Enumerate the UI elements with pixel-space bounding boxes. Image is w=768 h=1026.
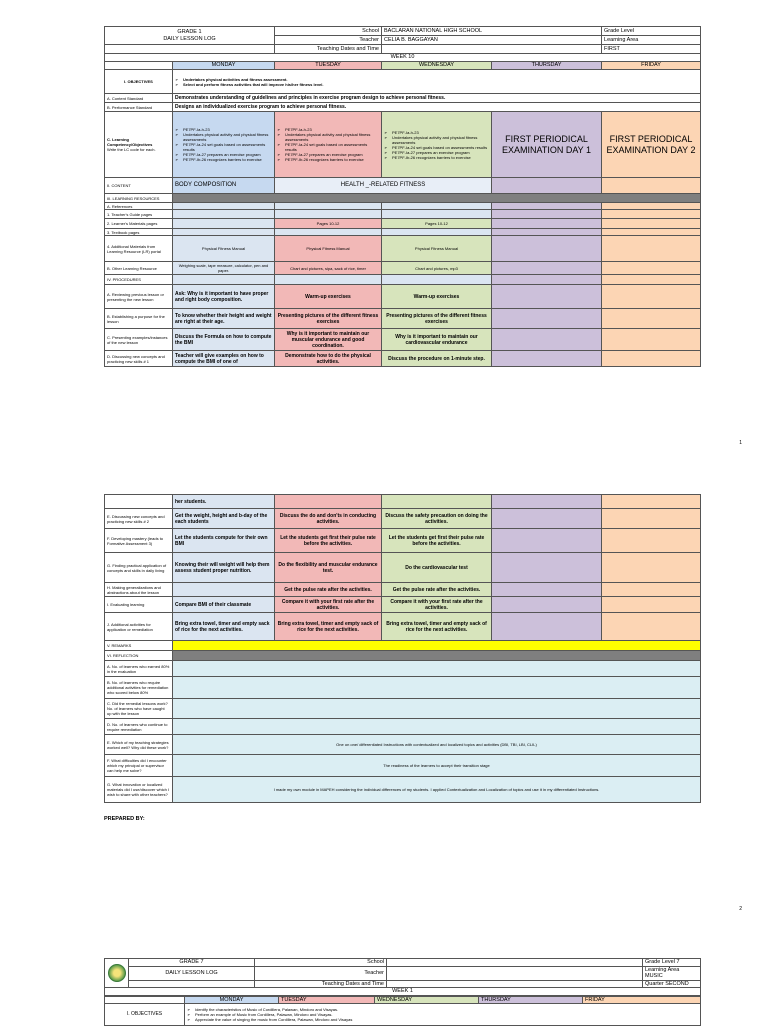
teacher-label: Teacher <box>275 36 382 45</box>
proc-c-wednesday: Why is it important to maintain our cardiovascular endurance <box>382 329 492 351</box>
lr-wednesday: Physical Fitness Manual <box>382 236 492 262</box>
remarks-label: V. REMARKS <box>105 641 173 651</box>
objectives-cell-3 <box>185 1004 701 1026</box>
performance-standard-label: B. Performance Standard <box>105 103 173 112</box>
refl-d-label: D. No. of learners who continue to require remediation <box>105 719 173 735</box>
proc-d-wednesday: Discuss the procedure on 1-minute step. <box>382 351 492 367</box>
lr-tuesday: Physical Fitness Manual <box>275 236 382 262</box>
day-thursday-3: THURSDAY <box>479 996 583 1004</box>
procedures-label: IV. PROCEDURES <box>105 275 173 285</box>
proc-e-label: E. Discussing new concepts and practicing new skills # 2 <box>105 509 173 529</box>
grade-level-cell <box>602 27 701 36</box>
other-resource-label: B. Other Learning Resource <box>105 262 173 275</box>
pages-tuesday: Pages 10-12 <box>275 219 382 229</box>
grade7-text: GRADE 7 <box>129 959 255 967</box>
objective-item: ➢ Appreciate the value of singing the music from Cordillera, Palawan, Mindoro and Visayas <box>187 1017 698 1022</box>
competency-item: ➢ PE7PF-Ia-27 prepares an exercise program <box>175 152 272 157</box>
grade-title-cell <box>105 27 275 45</box>
refl-f-value: The readiness of the learners to accept their transition stage <box>173 755 701 777</box>
day-tuesday-3: TUESDAY <box>279 996 375 1004</box>
proc-i-monday: Compare BMI of their classmate <box>173 597 275 613</box>
school-label-3: School <box>255 959 387 967</box>
competency-item: ➢ PE7PF-Ib-26 recognizes barriers to exercise <box>175 157 272 162</box>
proc-j-tuesday: Bring extra towel, timer and empty sack of rice for the next activities. <box>275 613 382 641</box>
proc-d-monday: Teacher will give examples on how to compute the BMI of one of <box>173 351 275 367</box>
proc-j-wednesday: Bring extra towel, timer and empty sack of rice for the next activities. <box>382 613 492 641</box>
page-1 <box>0 26 768 367</box>
ref-textbook-label: 3. Textbook pages <box>105 229 173 236</box>
competency-item: ➢ PE7PF-Ia-24 set goals based on assessments results <box>384 145 489 150</box>
pages-wednesday: Pages 10-12 <box>382 219 492 229</box>
day-thursday: THURSDAY <box>492 62 602 70</box>
proc-a-wednesday: Warm-up exercises <box>382 285 492 309</box>
competency-item: ➢ PE7PF-Ia-h-23 <box>175 127 272 132</box>
school-logo <box>108 964 126 982</box>
proc-j-monday: Bring extra towel, timer and empty sack of rice for the next activities. <box>173 613 275 641</box>
dll-table-page2 <box>104 494 701 803</box>
school-value: BACLARAN NATIONAL HIGH SCHOOL <box>382 27 602 36</box>
refl-b-label: B. No. of learners who require additional activities for remediation who scored below 80% <box>105 677 173 699</box>
lr-monday: Physical Fitness Manual <box>173 236 275 262</box>
other-tuesday: Chart and pictures, sipa, sack of rice, timer <box>275 262 382 275</box>
competency-item: ➢ PE7PF-Ia-h-23 <box>277 127 379 132</box>
proc-a-tuesday: Warm-up exercises <box>275 285 382 309</box>
refl-a-label: A. No. of learners who earned 80% in the evaluation <box>105 661 173 677</box>
dll-table-page3 <box>104 958 701 996</box>
learning-area-cell-3 <box>643 966 701 980</box>
content-monday: BODY COMPOSITION <box>173 178 275 194</box>
school-logo-cell <box>105 959 129 988</box>
proc-d-monday-cont: her students. <box>173 495 275 509</box>
proc-a-monday: Ask: Why is it important to have proper and right body composition. <box>173 285 275 309</box>
page-number-text: 1 <box>712 440 742 446</box>
competency-item: ➢ PE7PF-Ib-26 recognizes barriers to exercise <box>384 155 489 160</box>
competency-item: ➢ PE7PF-Ia-27 prepares an exercise program <box>277 152 379 157</box>
grade-level-label: Grade Level <box>604 28 634 34</box>
proc-g-tuesday: Do the flexibility and muscular endurance test. <box>275 553 382 583</box>
competency-item: ➢ PE7PF-Ia-h-23 <box>384 130 489 135</box>
proc-b-wednesday: Presenting pictures of the different fitness exercises <box>382 309 492 329</box>
performance-standard-value: Designs an individualized exercise program to achieve personal fitness. <box>173 103 701 112</box>
competencies-monday <box>173 112 275 178</box>
dll-title-3: DAILY LESSON LOG <box>129 966 255 980</box>
day-monday: MONDAY <box>173 62 275 70</box>
competency-item: ➢ Undertakes physical activity and physical fitness assessments <box>175 132 272 142</box>
proc-i-tuesday: Compare it with your first rate after the activities. <box>275 597 382 613</box>
proc-g-wednesday: Do the cardiovascular test <box>382 553 492 583</box>
ref-learner-label: 2. Learner's Materials pages <box>105 219 173 229</box>
refl-e-value: One on one/ differentiated Instructions with contextualized and localized topics and activities (DBI, TBI, LBI, CLIL) <box>173 735 701 755</box>
refl-g-label: G. What innovation or localized materials did I use/discover which I wish to share with other teachers? <box>105 777 173 803</box>
exam-thursday: FIRST PERIODICAL EXAMINATION DAY 1 <box>492 112 602 178</box>
day-friday: FRIDAY <box>602 62 701 70</box>
day-wednesday: WEDNESDAY <box>382 62 492 70</box>
proc-e-monday: Get the weight, height and b-day of the each students <box>173 509 275 529</box>
ref-teacher-label: 1. Teacher's Guide pages <box>105 210 173 219</box>
proc-c-tuesday: Why is it important to maintain our muscular endurance and good coordination. <box>275 329 382 351</box>
proc-h-tuesday: Get the pulse rate after the activities. <box>275 583 382 597</box>
proc-i-label: I. Evaluating learning <box>105 597 173 613</box>
competency-item: ➢ Undertakes physical activity and physical fitness assessments <box>277 132 379 142</box>
proc-d-label: D. Discussing new concepts and practicing new skills # 1 <box>105 351 173 367</box>
day-monday-3: MONDAY <box>185 996 279 1004</box>
competencies-label: C. Learning Competency/Objectives <box>107 137 170 147</box>
proc-h-wednesday: Get the pulse rate after the activities. <box>382 583 492 597</box>
page-2 <box>0 494 768 803</box>
objectives-label: I. OBJECTIVES <box>105 70 173 94</box>
objective-item: ➢ Select and perform fitness activities that will improve his/her fitness level. <box>175 82 698 87</box>
day-friday-3: FRIDAY <box>583 996 701 1004</box>
content-standard-value: Demonstrates understanding of guidelines and principles in exercise program design to achieve personal fitness. <box>173 94 701 103</box>
proc-c-label: C. Presenting examples/instances of the new lesson <box>105 329 173 351</box>
proc-b-tuesday: Presenting pictures of the different fitness exercises <box>275 309 382 329</box>
grade-level-cell-3 <box>643 959 701 967</box>
content-tuesday: HEALTH _-RELATED FITNESS <box>275 178 492 194</box>
proc-b-label: B. Establishing a purpose for the lesson <box>105 309 173 329</box>
week-label: WEEK 10 <box>105 54 701 62</box>
page-3 <box>0 958 768 1026</box>
page-number-text: 2 <box>712 906 742 912</box>
objectives-list <box>175 77 698 87</box>
competency-item: ➢ PE7PF-Ib-26 recognizes barriers to exercise <box>277 157 379 162</box>
proc-f-tuesday: Let the students get first their pulse rate before the activities. <box>275 529 382 553</box>
learning-area-label-3: Learning Area <box>645 967 679 973</box>
learning-area-label: Learning Area <box>602 36 701 45</box>
proc-f-label: F. Developing mastery (leads to Formative Assessment 3) <box>105 529 173 553</box>
proc-d-tuesday: Demonstrate how to do the physical activities. <box>275 351 382 367</box>
competencies-label-cell <box>105 112 173 178</box>
dll-table-page1 <box>104 26 701 367</box>
objectives-cell <box>173 70 701 94</box>
other-wednesday: Chart and pictures, mp3 <box>382 262 492 275</box>
page-number-1 <box>712 440 742 446</box>
grade-level-label-3: Grade Level <box>645 959 675 965</box>
teacher-value: CELIA B. BAGGAYAN <box>382 36 602 45</box>
proc-f-wednesday: Let the students get first their pulse rate before the activities. <box>382 529 492 553</box>
reflection-label: VI. REFLECTION <box>105 651 173 661</box>
competency-item: ➢ PE7PF-Ia-27 prepares an exercise program <box>384 150 489 155</box>
proc-h-label: H. Making generalizations and abstractions about the lesson <box>105 583 173 597</box>
proc-g-monday: Knowing their will weight will help them assess student proper nutrition. <box>173 553 275 583</box>
grade-text: GRADE 1 <box>107 29 272 36</box>
refl-f-label: F. What difficulties did I encounter which my principal or supervisor can help me solve? <box>105 755 173 777</box>
quarter-cell-3 <box>643 980 701 988</box>
proc-g-label: G. Finding practical application of concepts and skills in daily living <box>105 553 173 583</box>
objective-item: ➢ Perform an example of Music from Cordillera, Palawan, Mindoro and Visayas. <box>187 1012 698 1017</box>
proc-i-wednesday: Compare it with your first rate after the activities. <box>382 597 492 613</box>
objective-item: ➢ Undertakes physical activities and fitness assessment. <box>175 77 698 82</box>
dll-title: DAILY LESSON LOG <box>107 36 272 43</box>
proc-f-monday: Let the students compute for their own BMI <box>173 529 275 553</box>
resources-label: III. LEARNING RESOURCES <box>105 194 173 203</box>
objectives-label-3: I. OBJECTIVES <box>105 1004 185 1026</box>
content-standard-label: A. Content Standard <box>105 94 173 103</box>
proc-c-monday: Discuss the Formula on how to compute the BMI <box>173 329 275 351</box>
objective-item: ➢ Identify the characteristics of Music of Cordillera, Palawan, Mindoro and Visayas. <box>187 1007 698 1012</box>
refl-g-value: I made my own module in MAPEH considering the individual differences of my students. I applied Contextualization and Localization of topics and use it in my differentiated Instructions. <box>173 777 701 803</box>
dates-label-3: Teaching Dates and Time <box>255 980 387 988</box>
competencies-note: Write the LC code for each. <box>107 147 170 152</box>
proc-e-wednesday: Discuss the safety precaution on doing the activities. <box>382 509 492 529</box>
proc-j-label: J. Additional activities for application or remediation <box>105 613 173 641</box>
grade-level-value-3: 7 <box>677 959 680 965</box>
dll-objectives-page3 <box>104 996 701 1026</box>
competency-item: ➢ PE7PF-Ia-24 set goals based on assessments results <box>175 142 272 152</box>
learning-area-value-3: MUSIC <box>645 973 663 979</box>
week-label-3: WEEK 1 <box>105 988 701 996</box>
competencies-wednesday <box>382 112 492 178</box>
references-label: A. References <box>105 203 173 210</box>
teacher-label-3: Teacher <box>255 966 387 980</box>
day-tuesday: TUESDAY <box>275 62 382 70</box>
content-label: II. CONTENT <box>105 178 173 194</box>
quarter-value-3: SECOND <box>665 981 689 987</box>
other-monday: Weighing scale, tape measure, calculator, pen and paper. <box>173 262 275 275</box>
school-label: School <box>275 27 382 36</box>
prepared-by-label: PREPARED BY: <box>104 816 145 822</box>
competencies-tuesday <box>275 112 382 178</box>
competency-item: ➢ PE7PF-Ia-24 set goals based on assessments results <box>277 142 379 152</box>
dates-label: Teaching Dates and Time <box>275 45 382 54</box>
ref-lr-label: 4. Additional Materials from Learning Resource (LR) portal <box>105 236 173 262</box>
proc-a-label: A. Reviewing previous lesson or presenting the new lesson <box>105 285 173 309</box>
quarter-value: FIRST <box>602 45 701 54</box>
quarter-label-3: Quarter <box>645 981 664 987</box>
proc-e-tuesday: Discuss the do and don'ts in conducting activities. <box>275 509 382 529</box>
exam-friday: FIRST PERIODICAL EXAMINATION DAY 2 <box>602 112 701 178</box>
competency-item: ➢ Undertakes physical activity and physical fitness assessments <box>384 135 489 145</box>
refl-c-label: C. Did the remedial lessons work? No. of learners who have caught up with the lesson <box>105 699 173 719</box>
page-number-2 <box>712 906 742 912</box>
day-wednesday-3: WEDNESDAY <box>375 996 479 1004</box>
refl-e-label: E. Which of my teaching strategies worked well? Why did these work? <box>105 735 173 755</box>
proc-b-monday: To know whether their height and weight are right at their age. <box>173 309 275 329</box>
